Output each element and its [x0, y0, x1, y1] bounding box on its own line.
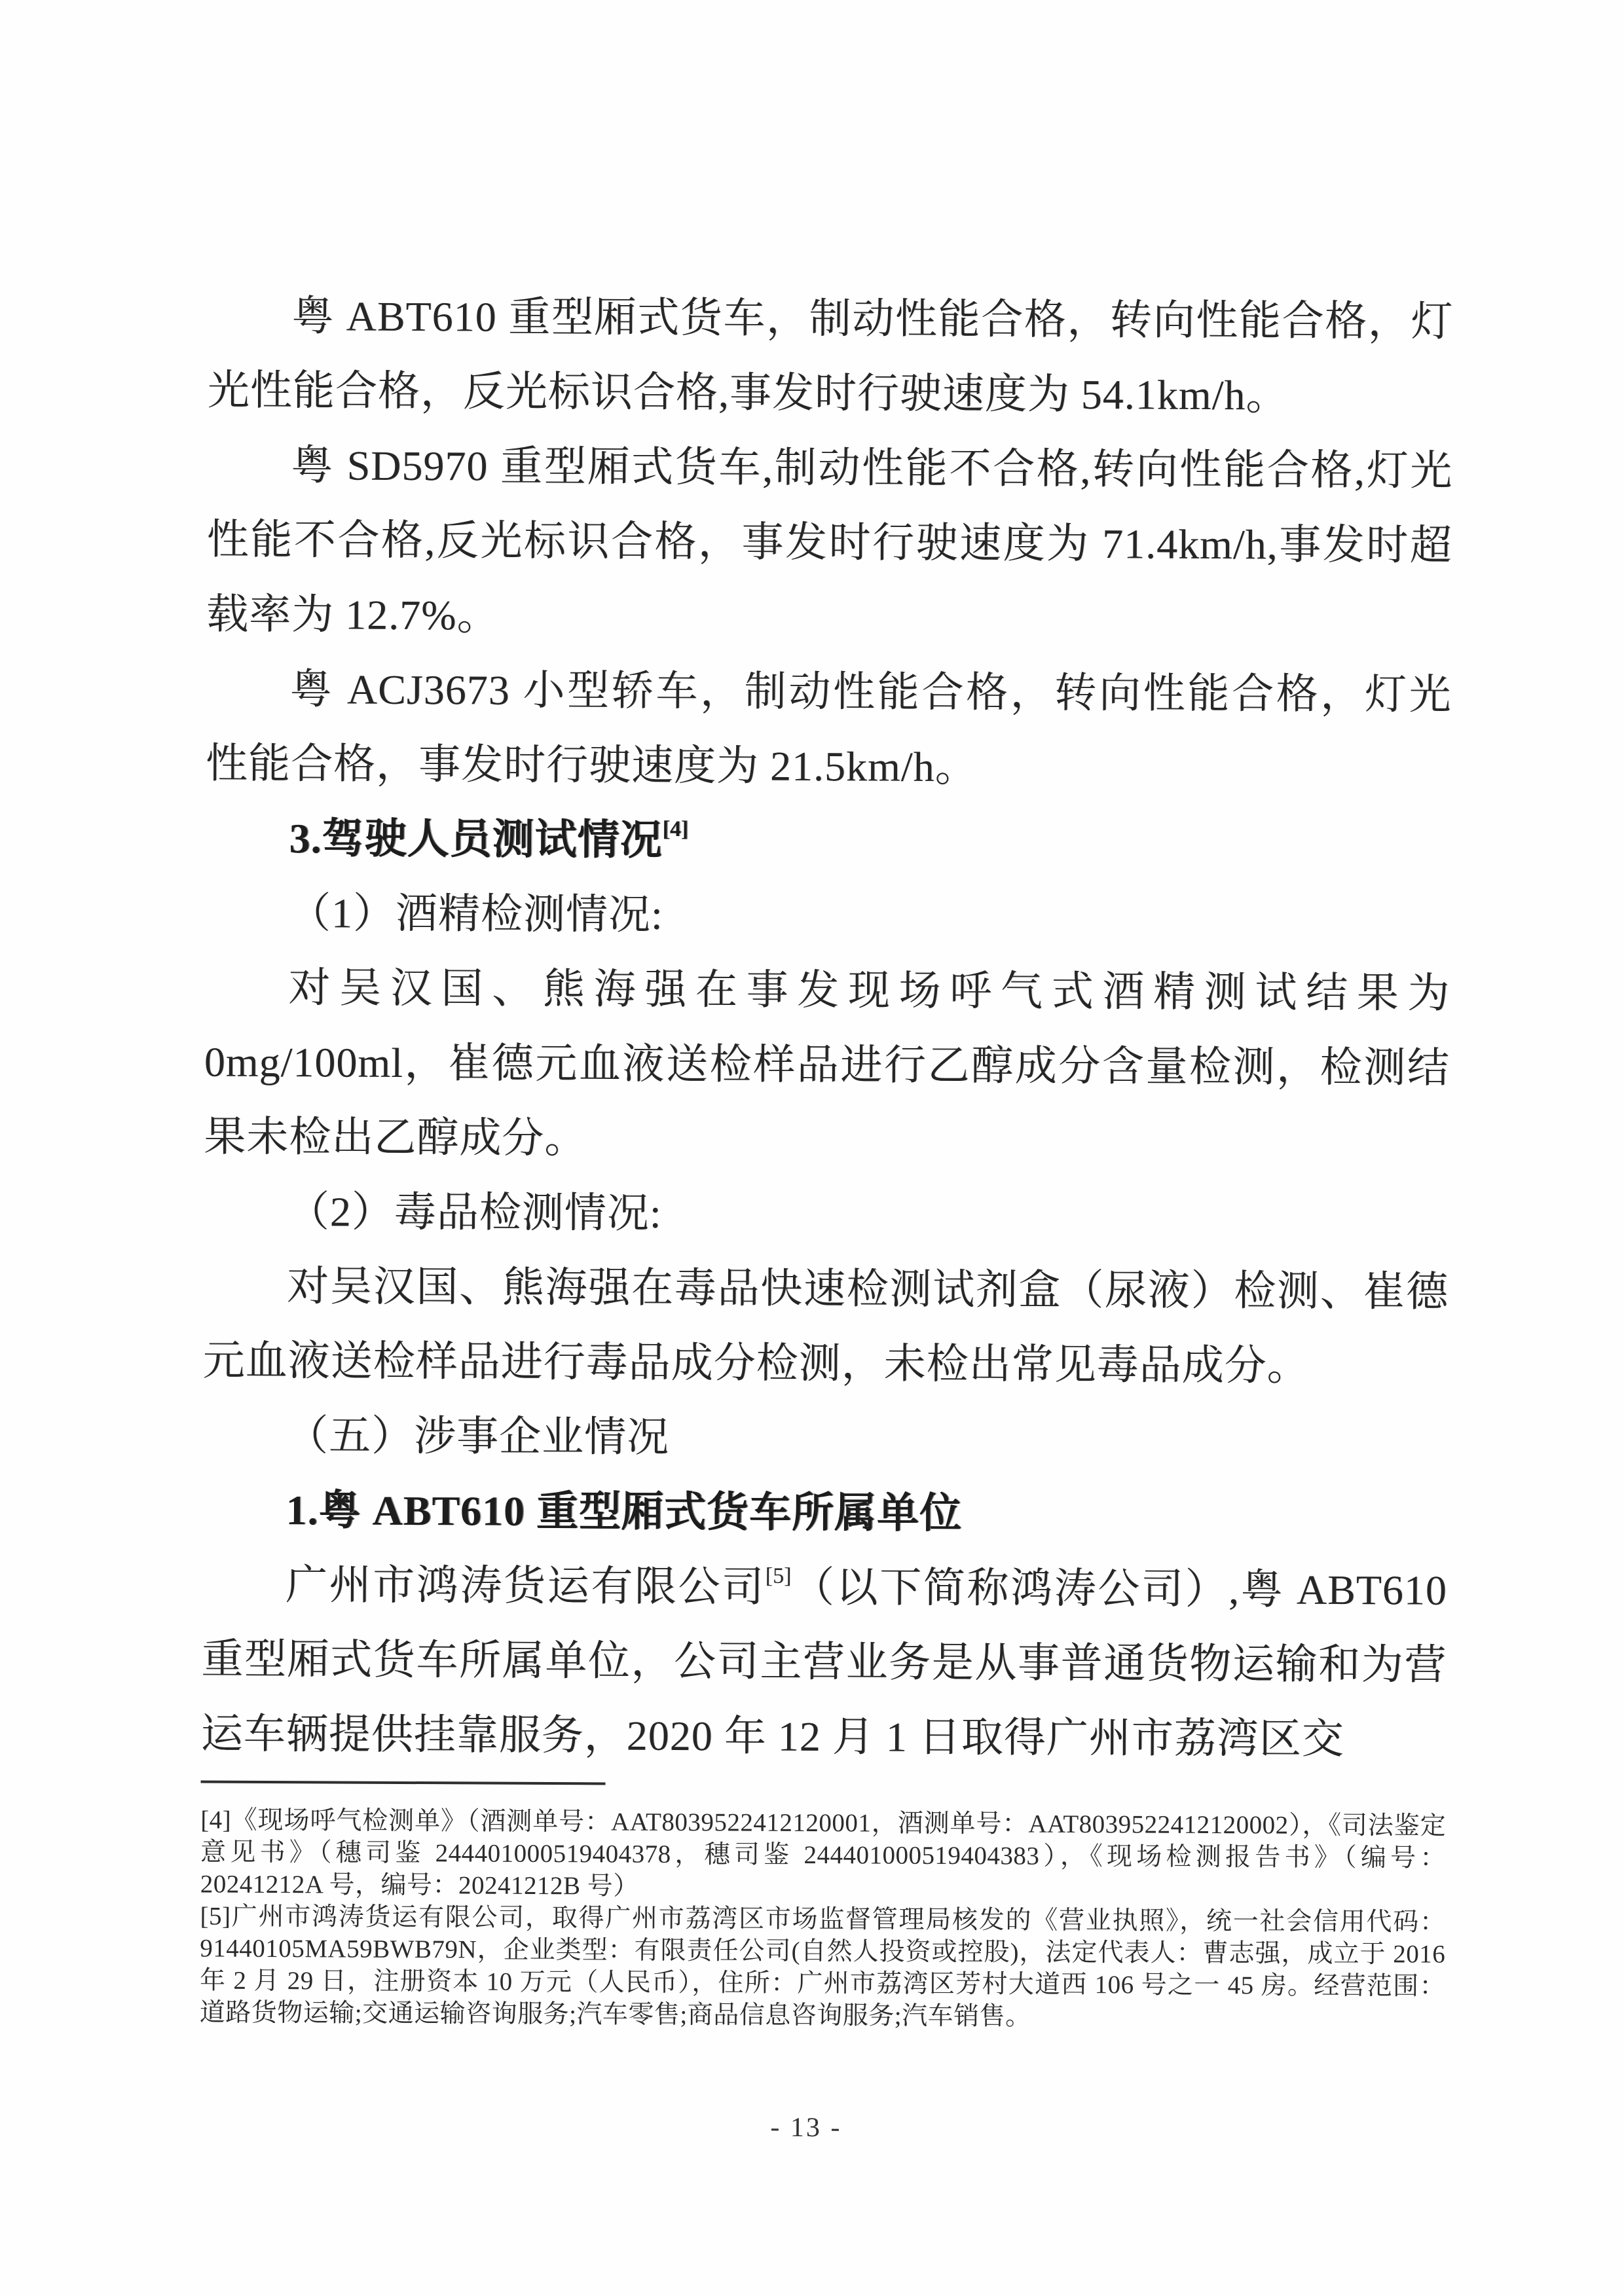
document-body	[201, 278, 1454, 1777]
footnote-ref-4: [4]	[662, 816, 689, 842]
paragraph-vehicle-sd5970: 粤 SD5970 重型厢式货车,制动性能不合格,转向性能合格,灯光性能不合格,反光标识合格，事发时行驶速度为 71.4km/h,事发时超载率为 12.7%。	[206, 442, 1453, 639]
footnote-separator	[201, 1780, 606, 1785]
heading-driver-tests-label: 3.驾驶人员测试情况	[289, 815, 663, 864]
paragraph-vehicle-abt610: 粤 ABT610 重型厢式货车，制动性能合格，转向性能合格，灯光性能合格，反光标识合格,事发时行驶速度为 54.1km/h。	[207, 293, 1454, 419]
subheading-alcohol-test: （1）酒精检测情况:	[288, 890, 663, 938]
heading-driver-tests	[205, 801, 1451, 881]
footnote-4: [4]《现场呼气检测单》（酒测单号：AAT8039522412120001，酒测单号：AAT8039522412120002），《司法鉴定意见书》（穗司鉴 244401000519404378，穗司鉴 244401000519404383），《现场检测报告书》（编号：20241212A 号，编号：20241212B 号）	[200, 1806, 1447, 1901]
document-content	[200, 278, 1454, 2034]
page-number: - 13 -	[770, 2112, 842, 2143]
footnotes	[200, 1804, 1447, 2034]
paragraph-company-info	[201, 1547, 1448, 1777]
heading-abt610-owner: 1.粤 ABT610 重型厢式货车所属单位	[286, 1487, 963, 1537]
paragraph-drug-test-result: 对吴汉国、熊海强在毒品快速检测试剂盒（尿液）检测、崔德元血液送检样品进行毒品成分检测，未检出常见毒品成分。	[202, 1263, 1449, 1389]
paragraph-alcohol-test-result: 对吴汉国、熊海强在事发现场呼气式酒精测试结果为 0mg/100ml，崔德元血液送检样品进行乙醇成分含量检测，检测结果未检出乙醇成分。	[204, 964, 1450, 1162]
company-name: 广州市鸿涛货运有限公司	[285, 1561, 766, 1611]
footnote-ref-5: [5]	[765, 1563, 792, 1588]
subheading-drug-test: （2）毒品检测情况:	[287, 1188, 662, 1237]
footnote-5: [5]广州市鸿涛货运有限公司，取得广州市荔湾区市场监督管理局核发的《营业执照》，统一社会信用代码：91440105MA59BWB79N，企业类型：有限责任公司(自然人投资或控股)，法定代表人：曹志强，成立于 2016 年 2 月 29 日，注册资本 10 万元（人民币），住所：广州市荔湾区芳村大道西 106 号之一 45 房。经营范围：道路货物运输;交通运输咨询服务;汽车零售;商品信息咨询服务;汽车销售。	[199, 1902, 1446, 2031]
company-description: （以下简称鸿涛公司）,粤 ABT610 重型厢式货车所属单位，公司主营业务是从事普通货物运输和为营运车辆提供挂靠服务，2020 年 12 月 1 日取得广州市荔湾区交	[200, 1563, 1448, 1762]
paragraph-vehicle-acj3673: 粤 ACJ3673 小型轿车，制动性能合格，转向性能合格，灯光性能合格，事发时行驶速度为 21.5km/h。	[205, 666, 1452, 791]
section-heading-enterprises: （五）涉事企业情况	[286, 1412, 670, 1461]
